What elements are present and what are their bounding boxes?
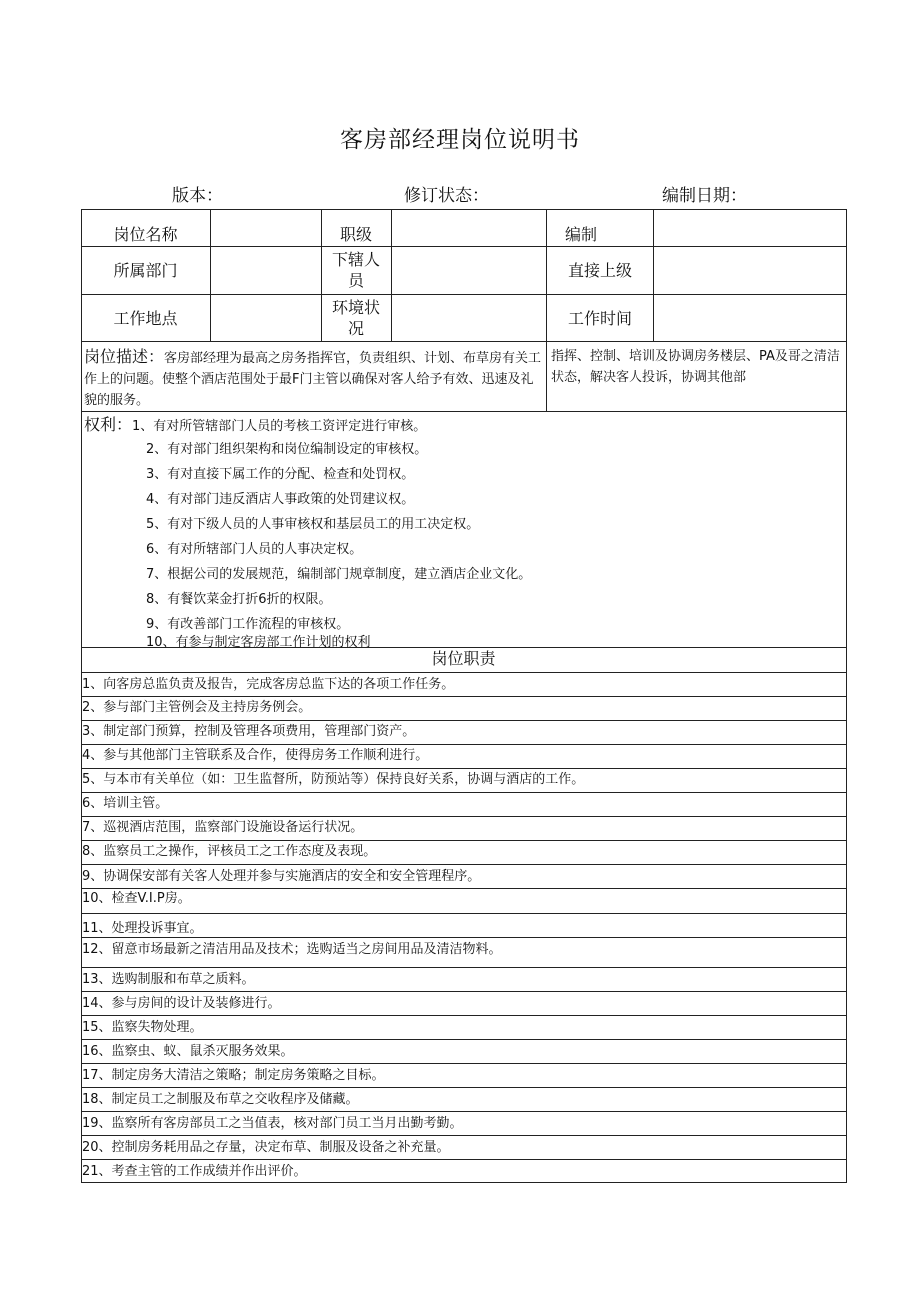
- rights-item: 5、有对下级人员的人事审核权和基层员工的用工决定权。: [146, 517, 480, 532]
- rights-item: 7、根据公司的发展规范，编制部门规章制度，建立酒店企业文化。: [146, 567, 532, 582]
- rights-item: 6、有对所辖部门人员的人事决定权。: [146, 542, 363, 557]
- position-name-label: 岗位名称: [113, 224, 178, 244]
- position-name-value: [210, 219, 321, 249]
- duty-item: 2、参与部门主管例会及主持房务例会。: [82, 700, 312, 715]
- description-text-right: 指挥、控制、培训及协调房务楼层、PA及哥之清洁状态，解决客人投诉，协调其他部: [551, 349, 840, 385]
- duty-item: 16、监察虫、蚁、鼠杀灭服务效果。: [82, 1044, 294, 1059]
- duty-item: 7、巡视酒店范围，监察部门设施设备运行状况。: [82, 820, 364, 835]
- rights-item: 9、有改善部门工作流程的审核权。: [146, 617, 350, 632]
- headcount-value: [653, 219, 846, 249]
- job-level-value: [391, 219, 546, 249]
- work-location-label: 工作地点: [113, 308, 178, 328]
- rights-item: 2、有对部门组织架构和岗位编制设定的审核权。: [146, 442, 428, 457]
- compile-date-label: 编制日期：: [662, 186, 747, 206]
- version-label: 版本：: [172, 186, 223, 206]
- rights-item: 1、有对所管辖部门人员的考核工资评定进行审核。: [132, 419, 427, 434]
- duty-item: 10、检查V.I.P房。: [82, 891, 191, 906]
- job-level-label: 职级: [339, 224, 372, 244]
- rights-item: 8、有餐饮菜金打折6折的权限。: [146, 592, 332, 607]
- duty-item: 15、监察失物处理。: [82, 1020, 203, 1035]
- work-hours-label: 工作时间: [567, 308, 632, 328]
- duty-item: 20、控制房务耗用品之存量，决定布草、制服及设备之补充量。: [82, 1140, 450, 1155]
- duty-item: 9、协调保安部有关客人处理并参与实施酒店的安全和安全管理程序。: [82, 869, 481, 884]
- duty-item: 11、处理投诉事宜。: [82, 921, 203, 936]
- duty-item: 5、与本市有关单位（如：卫生监督所，防预站等）保持良好关系，协调与酒店的工作。: [82, 772, 585, 787]
- duty-item: 4、参与其他部门主管联系及合作，使得房务工作顺利进行。: [82, 748, 429, 763]
- work-location-value: [210, 302, 321, 334]
- duty-item: 3、制定部门预算，控制及管理各项费用，管理部门资产。: [82, 724, 416, 739]
- description-label: 岗位描述：: [84, 347, 165, 366]
- duty-item: 18、制定员工之制服及布草之交收程序及储藏。: [82, 1092, 359, 1107]
- revision-status-label: 修订状态：: [404, 186, 489, 206]
- environment-label: 环境状况: [331, 298, 380, 338]
- document-title: 客房部经理岗位说明书: [340, 127, 580, 153]
- duty-item: 8、监察员工之操作，评核员工之工作态度及表现。: [82, 844, 377, 859]
- duty-item: 21、考查主管的工作成绩并作出评价。: [82, 1164, 307, 1179]
- rights-item: 4、有对部门违反酒店人事政策的处罚建议权。: [146, 492, 415, 507]
- rights-label: 权利：: [84, 415, 133, 434]
- duty-item: 13、选购制服和布草之质料。: [82, 972, 255, 987]
- department-label: 所属部门: [113, 260, 178, 280]
- duty-item: 1、向客房总监负责及报告，完成客房总监下达的各项工作任务。: [82, 677, 455, 692]
- duties-heading: 岗位职责: [431, 649, 496, 668]
- subordinates-value: [391, 254, 546, 286]
- duty-item: 19、监察所有客房部员工之当值表，核对部门员工当月出勤考勤。: [82, 1116, 463, 1131]
- duty-item: 14、参与房间的设计及装修进行。: [82, 996, 281, 1011]
- rights-item: 3、有对直接下属工作的分配、检查和处罚权。: [146, 467, 415, 482]
- headcount-label: 编制: [564, 224, 597, 244]
- environment-value: [391, 302, 546, 334]
- direct-supervisor-label: 直接上级: [567, 260, 632, 280]
- duty-item: 12、留意市场最新之清洁用品及技术；选购适当之房间用品及清洁物料。: [82, 942, 502, 957]
- direct-supervisor-value: [653, 254, 846, 286]
- duty-item: 6、培训主管。: [82, 796, 169, 811]
- rights-item: 10、有参与制定客房部工作计划的权利: [146, 635, 371, 650]
- description-text-left: 客房部经理为最高之房务指挥官，负责组织、计划、布草房有关工作上的问题。使整个酒店范围处于最F门主管以确保对客人给予有效、迅速及礼貌的服务。: [84, 351, 542, 408]
- department-value: [210, 254, 321, 286]
- duty-item: 17、制定房务大清洁之策略；制定房务策略之目标。: [82, 1068, 385, 1083]
- work-hours-value: [653, 302, 846, 334]
- subordinates-label: 下辖人员: [331, 250, 380, 290]
- position-description: [84, 346, 546, 411]
